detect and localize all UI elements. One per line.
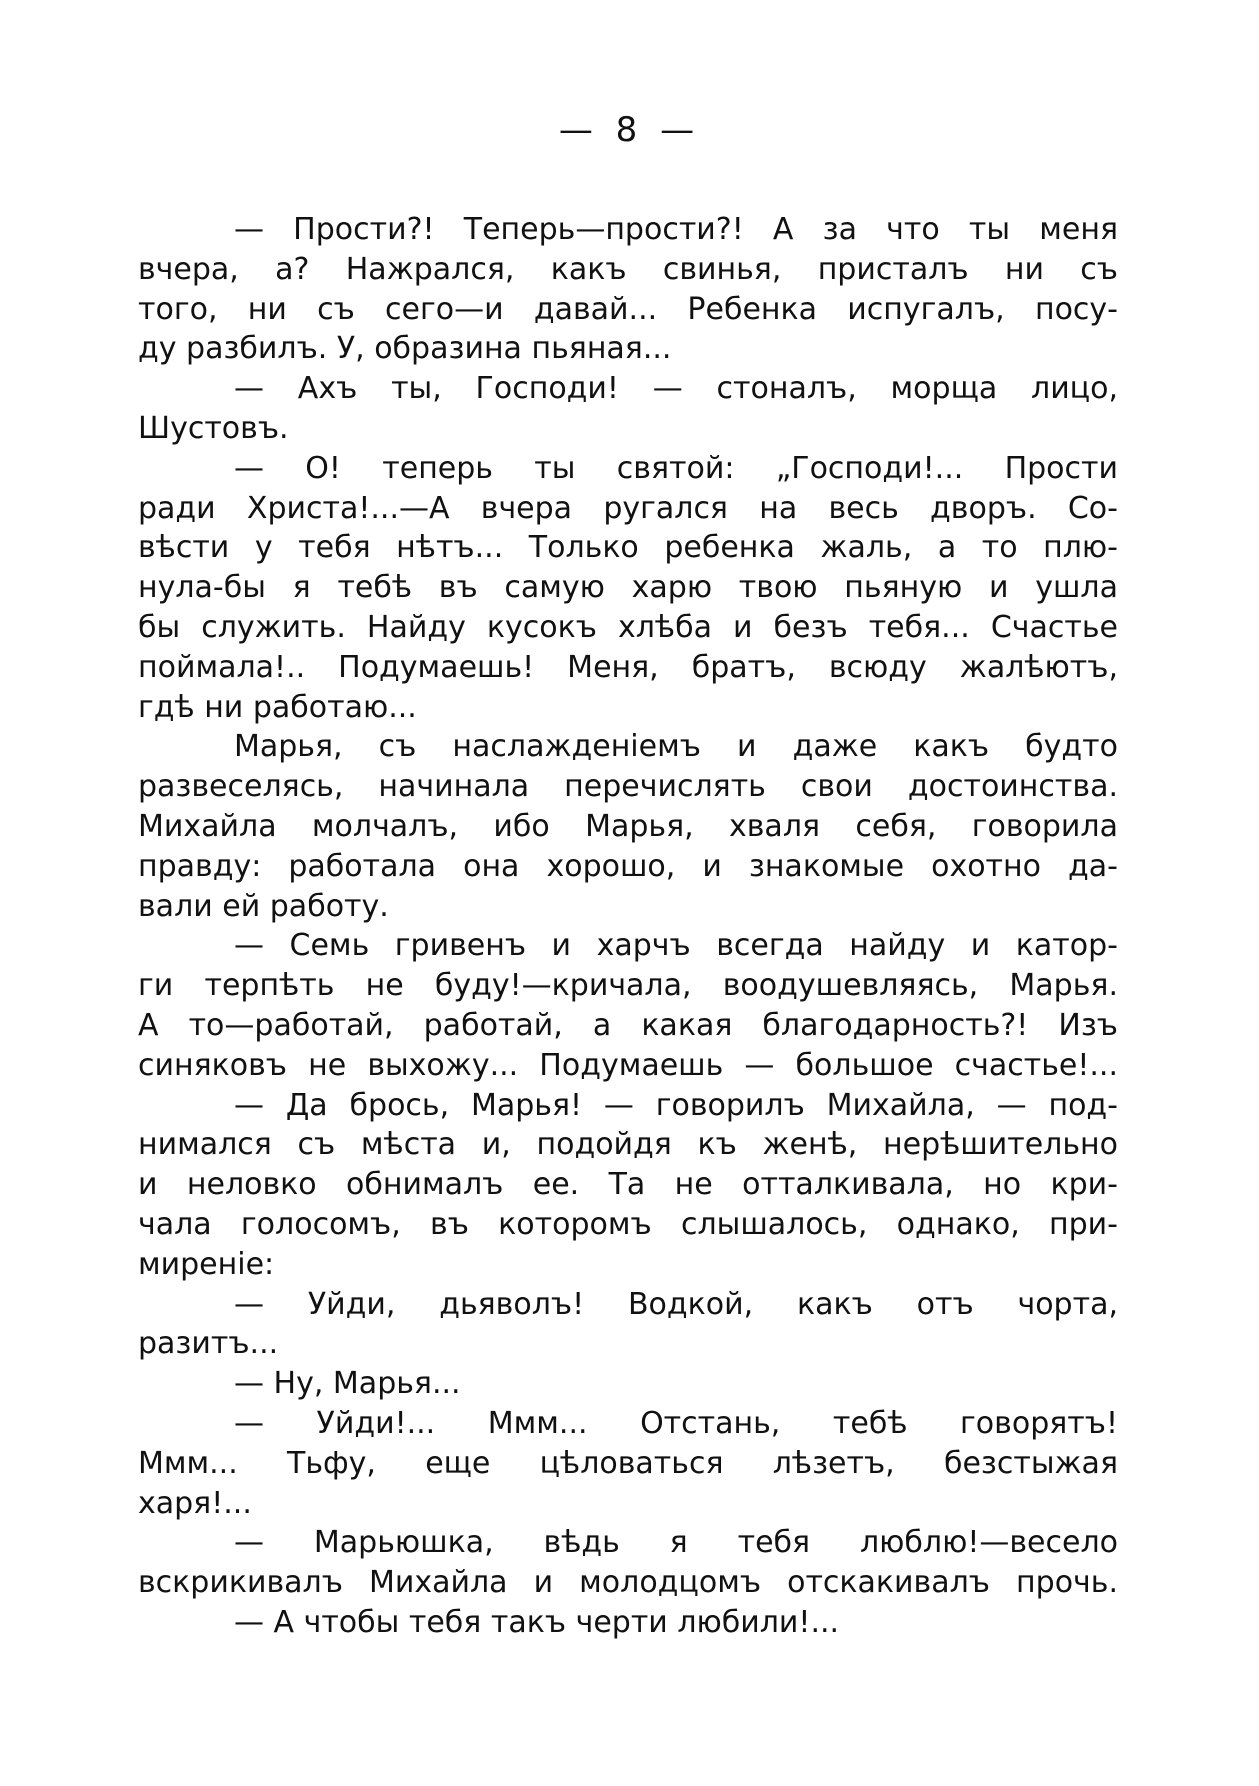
text-line: ги терпѣть не буду!—кричала, воодушевляясь, Марья. <box>138 968 1118 1004</box>
text-line: Михайла молчалъ, ибо Марья, хваля себя, говорила <box>138 808 1118 844</box>
text-line: А то—работай, работай, а какая благодарность?! Изъ <box>138 1007 1118 1043</box>
text-line: вскрикивалъ Михайла и молодцомъ отскакивалъ прочь. <box>138 1565 1118 1601</box>
text-line: гдѣ ни работаю... <box>138 689 417 725</box>
body-text <box>138 210 1118 1643</box>
text-line: нимался съ мѣста и, подойдя къ женѣ, нерѣшительно <box>138 1127 1118 1163</box>
text-line: — Уйди!... Ммм... Отстань, тебѣ говорятъ! <box>234 1405 1118 1441</box>
text-line: — А чтобы тебя такъ черти любили!... <box>234 1604 840 1640</box>
text-line: ради Христа!...—А вчера ругался на весь дворъ. Со- <box>138 490 1118 526</box>
text-line: разитъ... <box>138 1326 279 1362</box>
text-line: вѣсти у тебя нѣтъ... Только ребенка жаль, а то плю- <box>138 530 1118 566</box>
text-line: чала голосомъ, въ которомъ слышалось, однако, при- <box>138 1206 1118 1242</box>
text-line: — Уйди, дьяволъ! Водкой, какъ отъ чорта, <box>234 1286 1118 1322</box>
text-line: Марья, съ наслажденіемъ и даже какъ будто <box>234 729 1118 765</box>
text-line: бы служить. Найду кусокъ хлѣба и безъ тебя... Счастье <box>138 609 1118 645</box>
text-line: правду: работала она хорошо, и знакомые охотно да- <box>138 848 1118 884</box>
text-line: — Ну, Марья... <box>234 1366 461 1402</box>
text-line: и неловко обнималъ ее. Та не отталкивала, но кри- <box>138 1167 1118 1203</box>
text-line: — О! теперь ты святой: „Господи!... Прости <box>234 450 1118 486</box>
text-line: Шустовъ. <box>138 410 289 446</box>
text-line: — Марьюшка, вѣдь я тебя люблю!—весело <box>234 1525 1118 1561</box>
text-line: того, ни съ сего—и давай... Ребенка испугалъ, посу- <box>138 291 1118 327</box>
text-line: — Прости?! Теперь—прости?! А за что ты меня <box>234 212 1118 247</box>
text-line: ду разбилъ. У, образина пьяная... <box>138 331 672 367</box>
text-line: вали ей работу. <box>138 888 389 924</box>
text-line: Ммм... Тьфу, еще цѣловаться лѣзетъ, безстыжая <box>138 1445 1118 1481</box>
page-number: — 8 — <box>558 110 701 150</box>
text-line: синяковъ не выхожу... Подумаешь — большое счастье!... <box>138 1047 1118 1083</box>
text-line: — Да брось, Марья! — говорилъ Михайла, — под- <box>234 1087 1118 1123</box>
text-line: — Ахъ ты, Господи! — стоналъ, морща лицо, <box>234 371 1118 407</box>
text-line: — Семь гривенъ и харчъ всегда найду и катор- <box>234 928 1118 964</box>
text-line: развеселясь, начинала перечислять свои достоинства. <box>138 769 1118 805</box>
text-line: вчера, а? Нажрался, какъ свинья, присталъ ни съ <box>138 251 1118 287</box>
text-line: миреніе: <box>138 1246 275 1282</box>
text-line: харя!... <box>138 1485 252 1521</box>
text-line: нула-бы я тебѣ въ самую харю твою пьяную и ушла <box>138 570 1118 606</box>
text-line: поймала!.. Подумаешь! Меня, братъ, всюду жалѣютъ, <box>138 649 1118 685</box>
